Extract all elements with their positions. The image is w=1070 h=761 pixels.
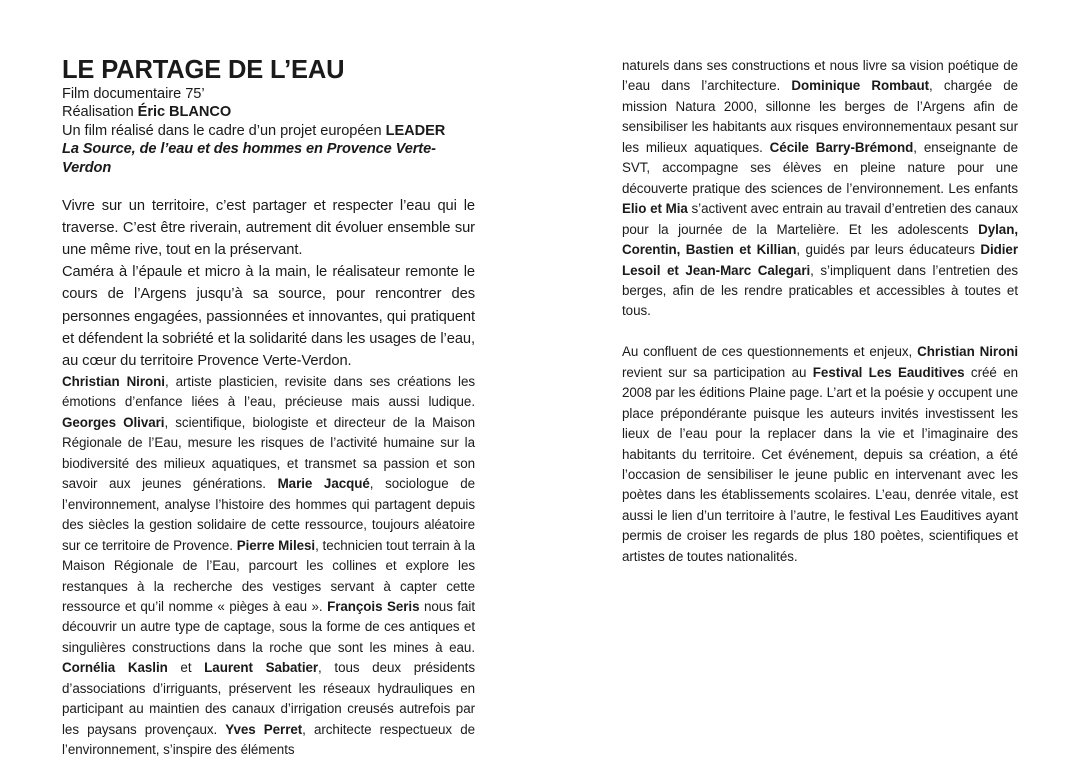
intro-paragraph-2: Caméra à l’épaule et micro à la main, le réalisateur remonte le cours de l’Argens jusqu’à sa source, pour rencontrer des personnes engagées, passionnées et innovantes, qui pratiquent et défendent la sobriété et la solidarité dans les usages de l’eau, au cœur du territoire Provence Verte-Verdon.	[62, 264, 475, 369]
intro-block	[62, 195, 475, 372]
header-line-program-text: Un film réalisé dans le cadre d’un projet européen	[62, 122, 386, 139]
header-line-director-text: Réalisation	[62, 104, 138, 121]
right-column-closing-paragraph: Au confluent de ces questionnements et enjeux, Christian Nironi revient sur sa participation au Festival Les Eauditives créé en 2008 par les éditions Plaine page. L’art et la poésie y occupent une place prépondérante puisque les auteurs invités investissent les lieux de l’eau pour la replacer dans la vie et l’imaginaire des habitants du territoire. Cet événement, depuis sa création, a été l’occasion de sensibiliser le jeune public en intervenant avec les poètes dans les établissements scolaires. L’eau, denrée vitale, est aussi le lien d’un territoire à l’autre, le festival Les Eauditives ayant permis de croiser les regards de plus 180 poètes, scientifiques et artistes de toutes nationalités.	[622, 344, 1018, 564]
header-line-program	[62, 122, 475, 140]
project-subtitle: La Source, de l’eau et des hommes en Provence Verte-Verdon	[62, 141, 436, 176]
right-column-body: naturels dans ses constructions et nous livre sa vision poétique de l’eau dans l’architecture. Dominique Rombaut, chargée de mission Natura 2000, sillonne les berges de l’Argens afin de sensibiliser les habitants aux risques environnementaux pesant sur les milieux aquatiques. Cécile Barry-Brémond, enseignante de SVT, accompagne ses élèves en pleine nature pour une découverte pratique des sciences de l’environnement. Les enfants Elio et Mia s’activent avec entrain au travail d’entretien des canaux pour la journée de la Martelière. Et les adolescents Dylan, Corentin, Bastien et Killian, guidés par leurs éducateurs Didier Lesoil et Jean-Marc Calegari, s’impliquent dans l’entretien des berges, afin de les rendre praticables et accessibles à toutes et tous.	[622, 58, 1019, 319]
left-column-body: Christian Nironi, artiste plasticien, revisite dans ses créations les émotions d’enfance liées à l’eau, précieuse mais aussi ludique. Georges Olivari, scientifique, biologiste et directeur de la Maison Régionale de l’Eau, mesure les risques de l’activité humaine sur la biodiversité des milieux aquatiques, et transmet sa passion et son savoir aux jeunes générations. Marie Jacqué, sociologue de l’environnement, analyse l’histoire des hommes qui partagent depuis des siècles la gestion solidaire de cette ressource, toujours aléatoire sur ce territoire de Provence. Pierre Milesi, technicien tout terrain à la Maison Régionale de l’Eau, parcourt les collines et explore les restanques à la recherche des vestiges servant à capter cette ressource et qu’il nomme « pièges à eau ». François Seris nous fait découvrir un autre type de captage, sous la forme de ces antiques et singulières constructions dans la roche que sont les mines à eau. Cornélia Kaslin et Laurent Sabatier, tous deux présidents d’associations d’irriguants, préservent les réseaux hydrauliques en participant au maintien des canaux d’irrigation creusés autrefois par les paysans provençaux. Yves Perret, architecte respectueux de l’environnement, s’inspire des éléments	[62, 374, 476, 758]
header-line-format	[62, 85, 475, 103]
left-column	[62, 56, 476, 758]
program-name: LEADER	[385, 122, 446, 139]
header-line-format-text: Film documentaire 75’	[62, 86, 205, 102]
director-name: Éric BLANCO	[137, 104, 232, 121]
page-title: LE PARTAGE DE L’EAU	[62, 56, 345, 84]
header-line-director	[62, 103, 475, 121]
intro-paragraph-1: Vivre sur un territoire, c’est partager et respecter l’eau qui le traverse. C’est être riverain, autrement dit évoluer ensemble sur une même rive, tout en la préservant.	[62, 198, 475, 259]
right-column	[622, 56, 1018, 567]
